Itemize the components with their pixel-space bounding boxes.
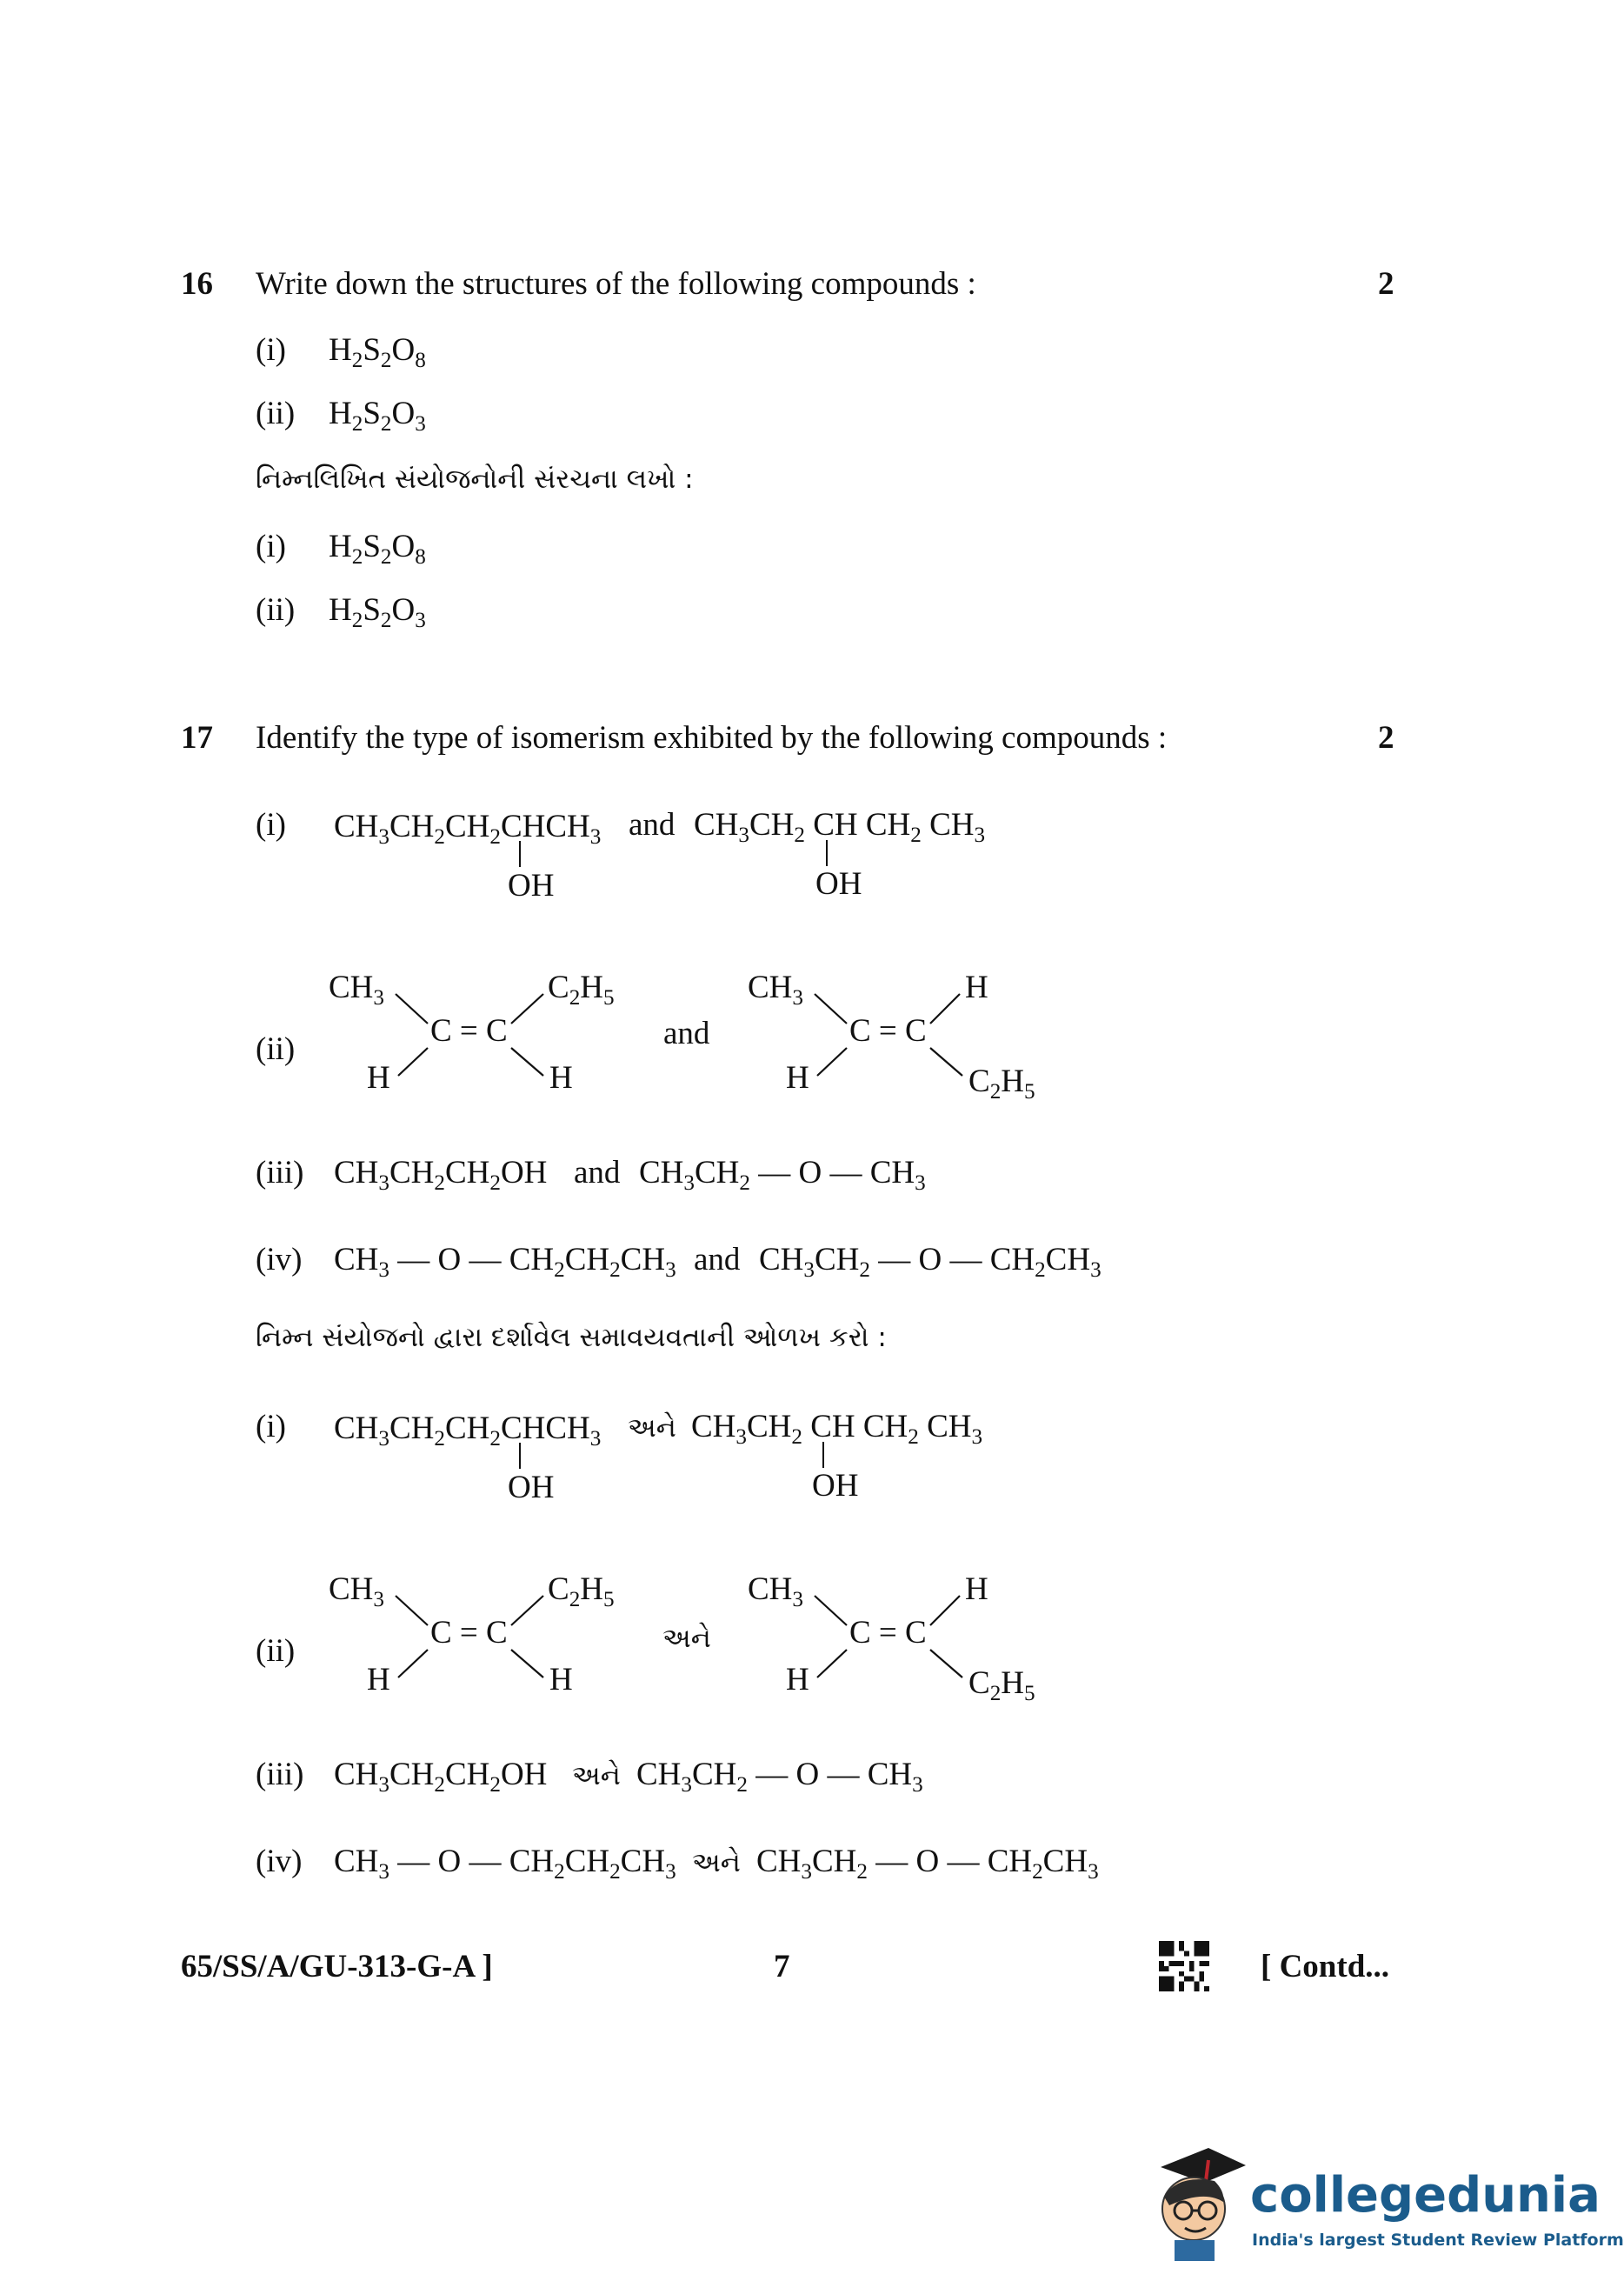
collegedunia-brand: collegedunia (1250, 2167, 1601, 2224)
q17-gu-ii-structure-b: $CH_3$ H C = C H $C_2H_5$ (748, 1571, 1035, 1706)
q17-ii-structure-b: $CH_3$ H C = C H $C_2H_5$ (748, 970, 1035, 1104)
q17-gu-iii-compound-a: $CH_3CH_2CH_2OH$ (334, 1757, 548, 1797)
q17-iii-compound-b: $CH_3CH_2$ — O — $CH_3$ (639, 1155, 926, 1196)
q17-iv-label: (iv) (256, 1242, 303, 1277)
q16-item-i-label: (i) (256, 332, 286, 368)
q16-item-ii-label: (ii) (256, 396, 296, 431)
q17-question: Identify the type of isomerism exhibited by the following compounds : (256, 720, 1168, 756)
q17-gu-i-bond-a (519, 1443, 521, 1469)
q16-gu-item-i-label: (i) (256, 529, 286, 564)
q17-ii-and: and (663, 1016, 710, 1051)
q17-i-compound-b: $CH_3CH_2$ CH $CH_2$ $CH_3$ (694, 807, 986, 848)
q17-gu-iii-compound-b: $CH_3CH_2$ — O — $CH_3$ (636, 1757, 923, 1797)
q16-gu-item-i-formula: $H_2S_2O_8$ (329, 529, 426, 570)
q17-gu-iv-and: અને (692, 1847, 741, 1878)
q17-i-label: (i) (256, 807, 286, 843)
q17-i-compound-a: $CH_3CH_2CH_2CHCH_3$ (334, 809, 602, 850)
qr-code-icon (1159, 1941, 1209, 1991)
q17-gu-i-label: (i) (256, 1409, 286, 1444)
q17-i-oh-a: OH (508, 868, 555, 904)
q17-gu-iv-label: (iv) (256, 1844, 303, 1879)
q17-marks: 2 (1378, 720, 1394, 756)
q16-marks: 2 (1378, 266, 1394, 302)
q17-iii-label: (iii) (256, 1155, 304, 1191)
q17-iii-and: and (574, 1155, 621, 1191)
q17-gu-i-compound-a: $CH_3CH_2CH_2CHCH_3$ (334, 1411, 602, 1451)
q17-number: 17 (181, 720, 213, 756)
footer-page-number: 7 (774, 1949, 790, 1984)
q17-gu-iv-compound-b: $CH_3CH_2$ — O — $CH_2CH_3$ (756, 1844, 1099, 1884)
collegedunia-tagline: India's largest Student Review Platform (1252, 2231, 1624, 2250)
q17-gu-ii-structure-a: $CH_3$ $C_2H_5$ C = C H H (329, 1571, 615, 1697)
q17-iii-compound-a: $CH_3CH_2CH_2OH$ (334, 1155, 548, 1196)
q17-gu-iii-label: (iii) (256, 1757, 304, 1792)
q17-iv-compound-b: $CH_3CH_2$ — O — $CH_2CH_3$ (759, 1242, 1102, 1283)
q16-item-i-formula: $H_2S_2O_8$ (329, 332, 426, 373)
q17-gujarati-question: નિમ્ન સંયોજનો દ્વારા દર્શાવેલ સમાવયવતાની ઓળખ કરો : (256, 1322, 887, 1353)
footer-paper-code: 65/SS/A/GU-313-G-A ] (181, 1949, 493, 1984)
q17-gu-i-and: અને (628, 1412, 676, 1444)
q16-number: 16 (181, 266, 213, 302)
q17-gu-i-compound-b: $CH_3CH_2$ CH $CH_2$ $CH_3$ (691, 1409, 983, 1450)
q17-i-bond-b (826, 840, 828, 866)
q17-i-and: and (629, 807, 676, 843)
q17-iv-and: and (694, 1242, 741, 1277)
footer-contd: [ Contd... (1261, 1949, 1390, 1984)
q17-ii-structure-a: $CH_3$ $C_2H_5$ C = C H H (329, 970, 615, 1096)
q17-ii-label: (ii) (256, 1031, 296, 1067)
q16-question: Write down the structures of the following compounds : (256, 266, 976, 302)
collegedunia-mascot-icon (1143, 2141, 1248, 2263)
q17-i-oh-b: OH (815, 866, 862, 902)
q17-gu-ii-label: (ii) (256, 1633, 296, 1669)
q17-gu-i-oh-b: OH (812, 1468, 859, 1504)
q16-gujarati-question: નિમ્નલિખિત સંયોજનોની સંરચના લખો : (256, 464, 694, 495)
q16-gu-item-ii-formula: $H_2S_2O_3$ (329, 592, 426, 633)
q17-gu-i-bond-b (822, 1442, 824, 1468)
q17-gu-i-oh-a: OH (508, 1470, 555, 1505)
q17-gu-ii-and: અને (662, 1623, 711, 1654)
q17-gu-iv-compound-a: $CH_3$ — O — $CH_2CH_2CH_3$ (334, 1844, 676, 1884)
q17-iv-compound-a: $CH_3$ — O — $CH_2CH_2CH_3$ (334, 1242, 676, 1283)
q17-gu-iii-and: અને (572, 1760, 621, 1791)
q16-gu-item-ii-label: (ii) (256, 592, 296, 628)
q16-item-ii-formula: $H_2S_2O_3$ (329, 396, 426, 437)
q17-i-bond-a (519, 841, 521, 867)
